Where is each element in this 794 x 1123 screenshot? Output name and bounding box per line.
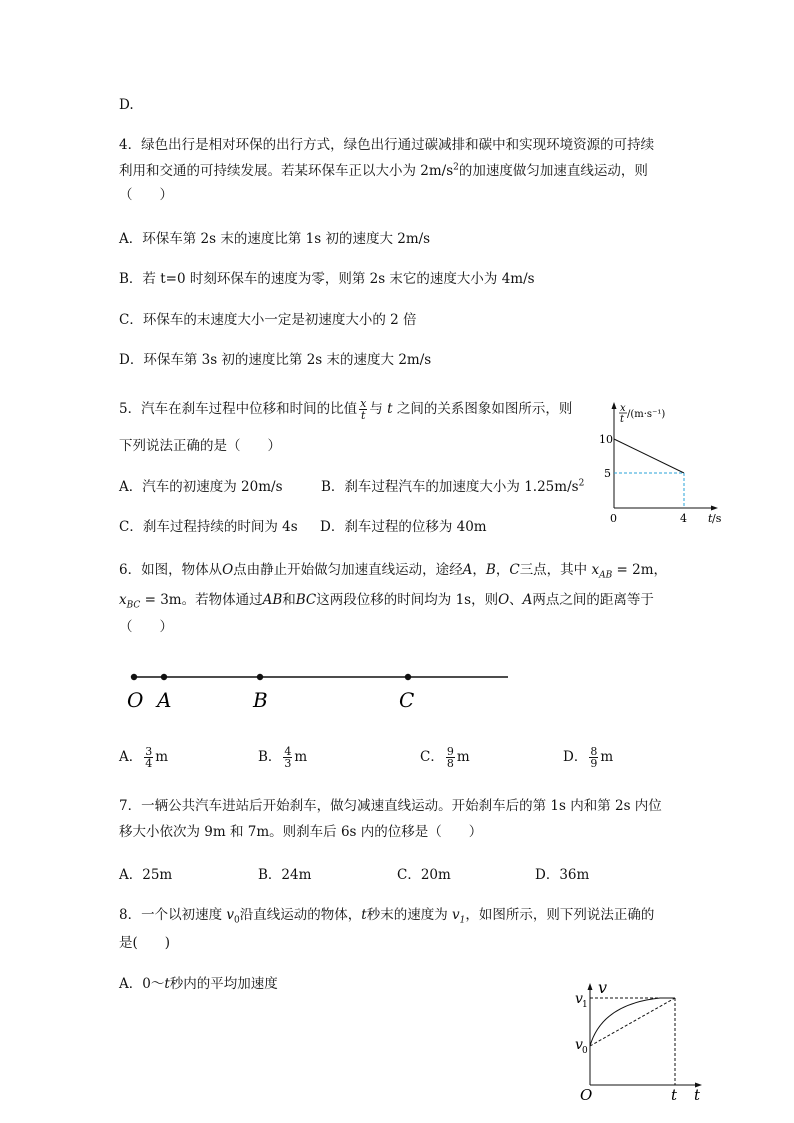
- q8-label-t-axis: t: [694, 1086, 701, 1104]
- q5-tick-5: 5: [604, 467, 611, 480]
- q8-velocity-time-graph: [570, 978, 710, 1106]
- q5-option-a: A．汽车的初速度为 20m/s: [119, 479, 283, 495]
- q3-option-d: D.: [119, 97, 134, 113]
- q6-point-c: [405, 674, 411, 680]
- q7-option-a: A．25m: [119, 867, 173, 883]
- q5-tick-0: 0: [610, 512, 617, 525]
- q4-stem-line2: 利用和交通的可持续发展。若某环保车正以大小为 $2m/s^2$的加速度做匀加速直线运动，则: [119, 162, 648, 179]
- q8-option-a: A．0～t秒内的平均加速度: [119, 976, 278, 992]
- q5-graph-line: [614, 439, 684, 473]
- q5-y-arrow: [612, 402, 617, 409]
- q6-stem-line2: $x_{BC} = 3m$。若物体通过AB和BC这两段位移的时间均为 1s，则O、A两点之间的距离等于: [119, 592, 654, 611]
- q4-stem-line1: 4．绿色出行是相对环保的出行方式，绿色出行通过碳减排和碳中和实现环境资源的可持续: [119, 137, 655, 153]
- q8-label-v0-sub: 0: [582, 1046, 588, 1056]
- q5-ratio-fraction: $\frac{x}{t}$: [360, 397, 367, 422]
- q5-x-arrow: [711, 506, 718, 511]
- q5-x-unit: /s: [712, 512, 722, 525]
- q6-option-c: C． $\frac{9}{8}$ m: [420, 745, 470, 770]
- q5-y-unit: /(m·s⁻¹): [627, 409, 666, 420]
- q6-label-o: O: [127, 688, 144, 712]
- q6-point-o: [131, 674, 137, 680]
- q6-label-c: C: [399, 688, 415, 712]
- q6-label-a: A: [157, 688, 172, 712]
- q6-point-b: [257, 674, 263, 680]
- q5-option-c: C．刹车过程持续的时间为 4s: [119, 519, 298, 535]
- q8-label-v1-sub: 1: [582, 1000, 588, 1010]
- q5-x-label: t: [708, 512, 713, 525]
- q6-option-a: A． $\frac{3}{4}$ m: [119, 745, 169, 770]
- q6-option-b: B． $\frac{4}{3}$ m: [258, 745, 308, 770]
- q5-stem-line2: 下列说法正确的是（ ）: [119, 438, 281, 454]
- q8-label-o: O: [580, 1086, 593, 1104]
- q5-xt-ratio-graph: [592, 398, 732, 526]
- q7-option-b: B．24m: [258, 867, 312, 883]
- q4-option-c: C．环保车的末速度大小一定是初速度大小的 2 倍: [119, 312, 417, 328]
- q5-option-b: B．刹车过程汽车的加速度大小为 $1.25m/s^2$: [321, 478, 585, 495]
- q4-option-a: A．环保车第 2s 末的速度比第 1s 初的速度大 2m/s: [119, 231, 431, 247]
- q8-label-v: v: [598, 978, 608, 997]
- q5-option-d: D．刹车过程的位移为 40m: [320, 519, 487, 535]
- q5-stem-line1: 5．汽车在刹车过程中位移和时间的比值 $\frac{x}{t}$ 与 t 之间的关系图象如图所示，则: [119, 397, 573, 422]
- q8-stem-line1: 8．一个以初速度 $v_0$沿直线运动的物体，t秒末的速度为 $v_1$，如图所示，则下列说法正确的: [119, 907, 655, 926]
- q7-option-d: D．36m: [535, 867, 590, 883]
- q4-option-b: B．若 t=0 时刻环保车的速度为零，则第 2s 末它的速度大小为 4m/s: [119, 271, 535, 287]
- q6-label-b: B: [253, 688, 268, 712]
- q4-answer-paren: （ ）: [119, 187, 173, 203]
- q8-label-v0: v: [575, 1037, 583, 1053]
- q5-tick-4: 4: [680, 512, 687, 525]
- q8-label-t-tick: t: [671, 1086, 678, 1104]
- q7-stem-line2: 移大小依次为 9m 和 7m。则刹车后 6s 内的位移是（ ）: [119, 824, 483, 840]
- q8-y-arrow: [588, 983, 593, 990]
- q5-y-frac-den: t: [620, 414, 625, 425]
- q6-option-d: D． $\frac{8}{9}$ m: [563, 745, 614, 770]
- q6-stem-line1: 6．如图，物体从O点由静止开始做匀加速直线运动，途经A，B，C三点，其中 $x_{AB} = 2m$，: [119, 562, 668, 581]
- q7-option-c: C．20m: [397, 867, 451, 883]
- q4-option-d: D．环保车第 3s 初的速度比第 2s 末的速度大 2m/s: [119, 352, 432, 368]
- q6-point-a: [161, 674, 167, 680]
- q6-line-figure: [120, 664, 520, 714]
- q6-answer-paren: （ ）: [119, 619, 173, 635]
- q8-stem-line2: 是( ): [119, 935, 171, 951]
- q5-y-frac-num: x: [620, 403, 626, 414]
- q5-tick-10: 10: [599, 433, 613, 446]
- q7-stem-line1: 7．一辆公共汽车进站后开始刹车，做匀减速直线运动。开始刹车后的第 1s 内和第 2s 内位: [119, 798, 662, 814]
- q8-label-v1: v: [575, 991, 583, 1007]
